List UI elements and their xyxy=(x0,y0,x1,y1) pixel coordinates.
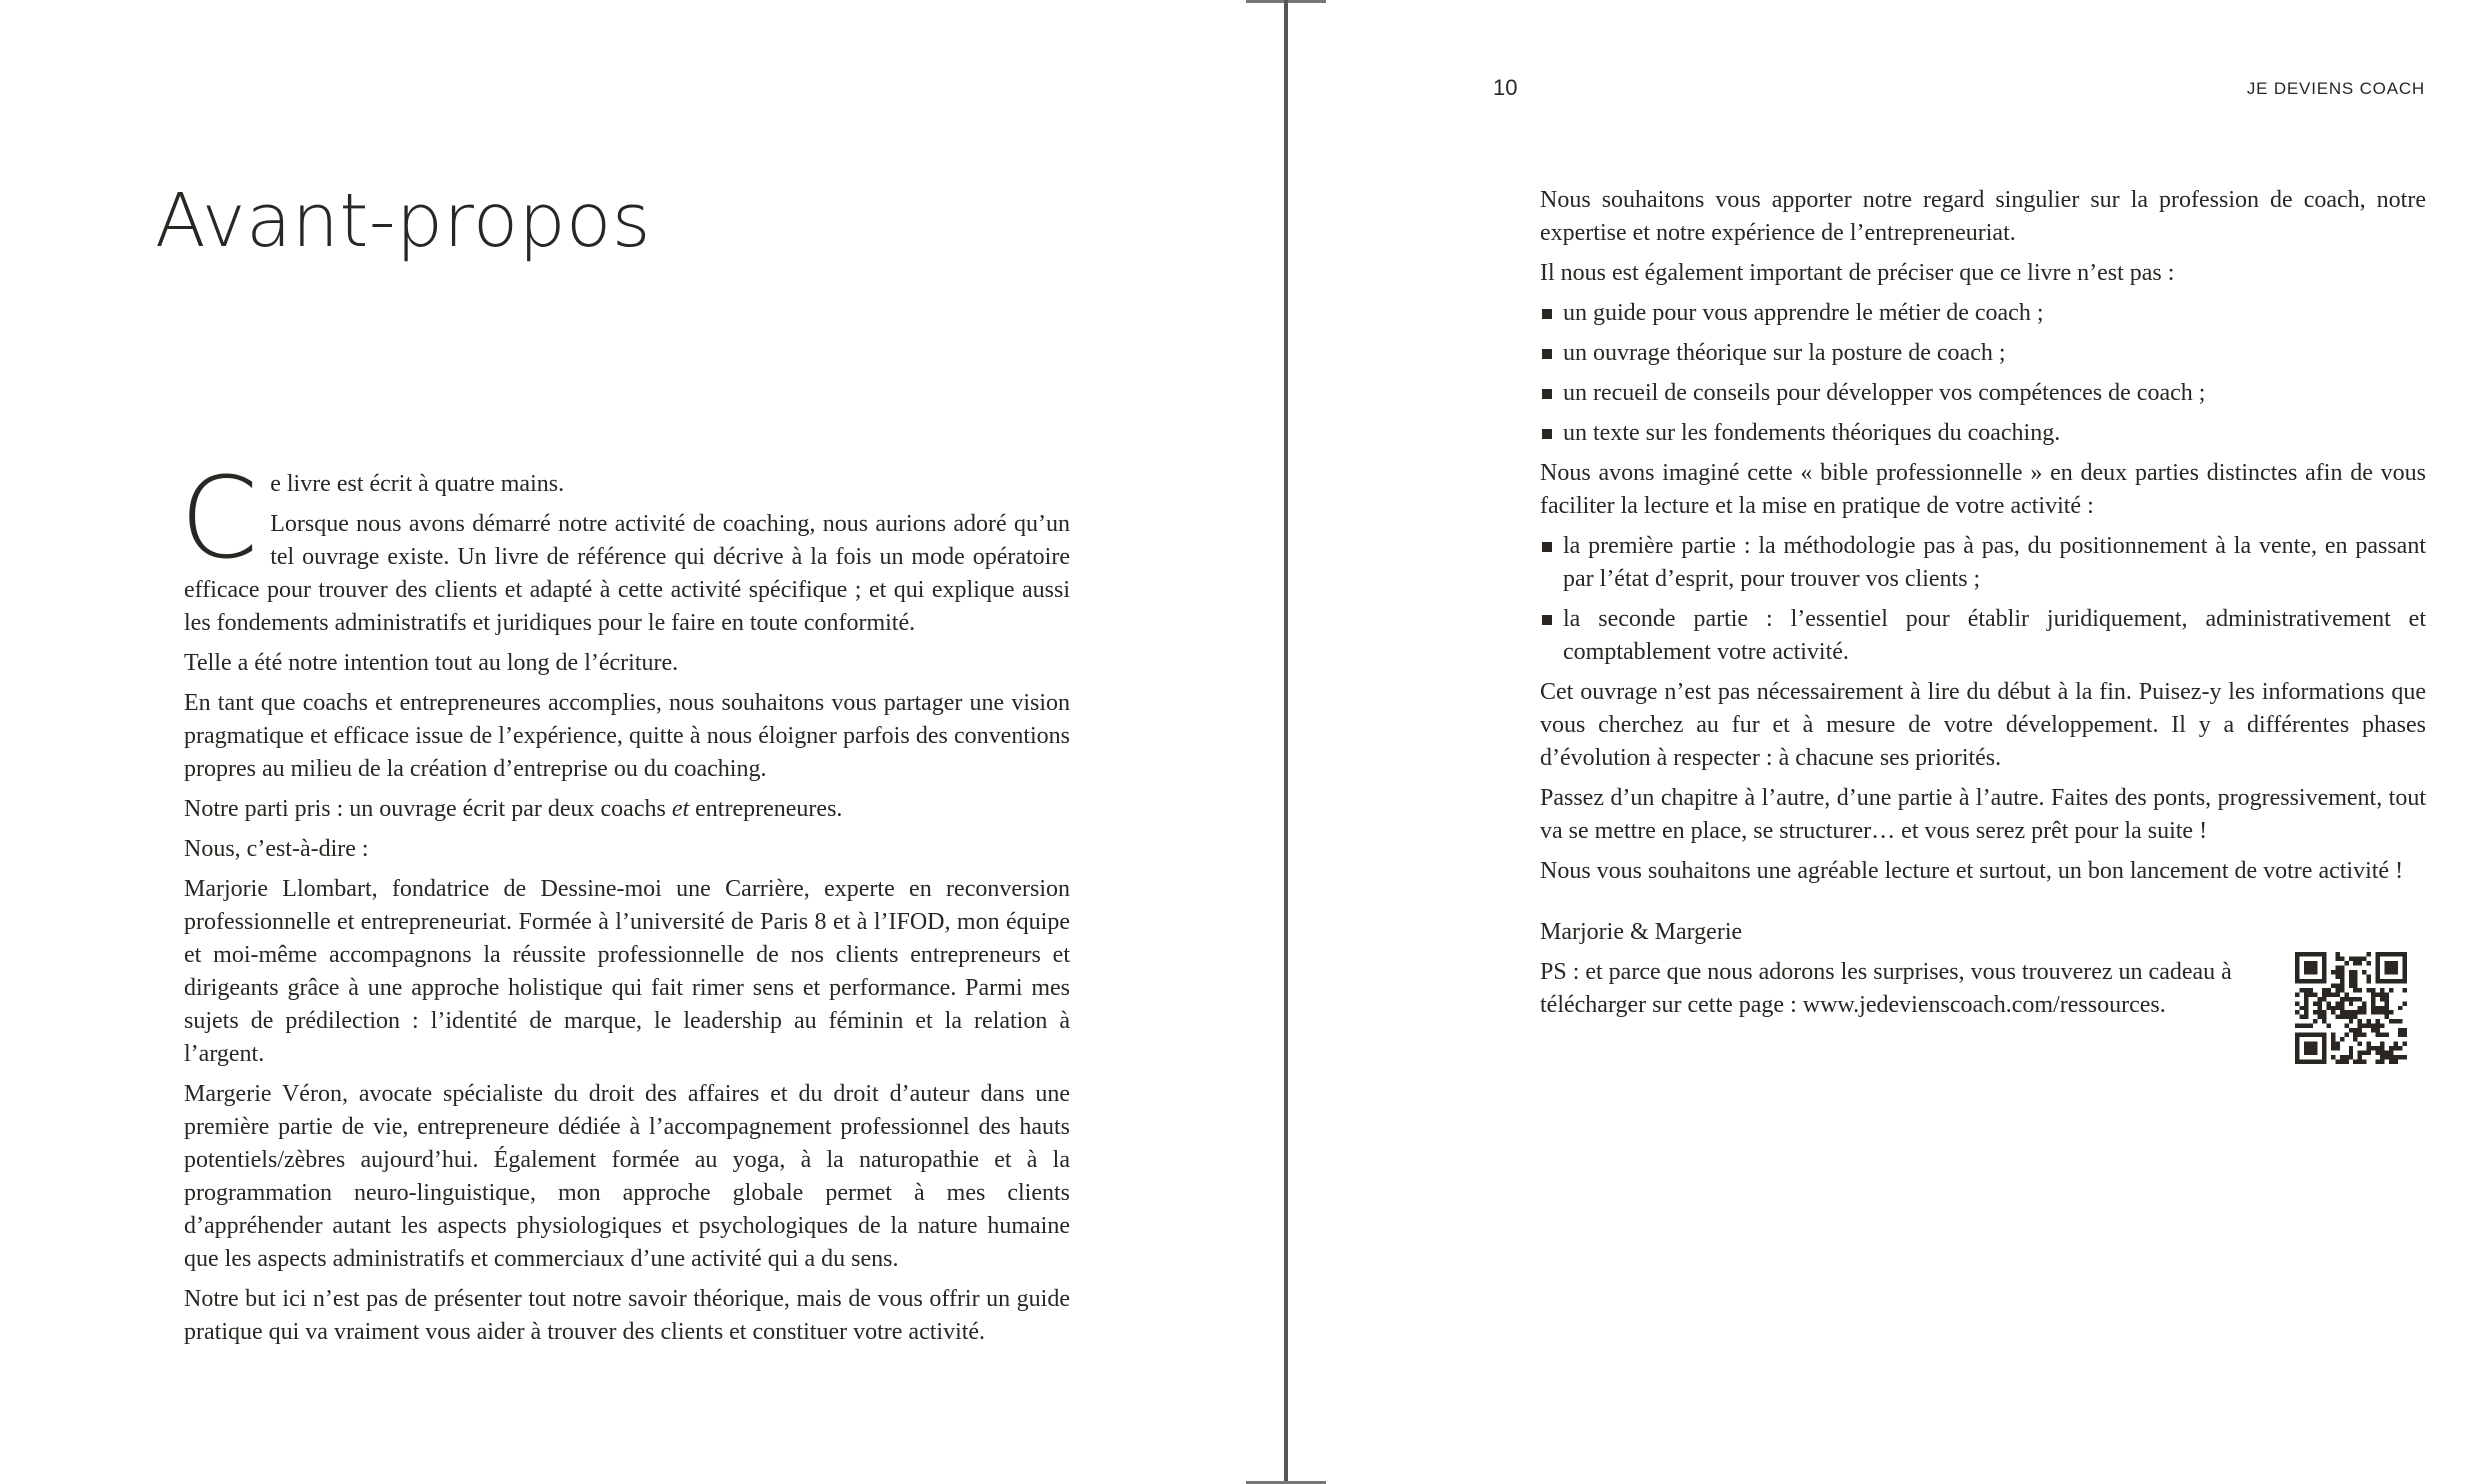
paragraph: Il nous est également important de préciser que ce livre n’est pas : xyxy=(1540,260,2175,286)
square-bullet-icon xyxy=(1542,389,1552,399)
square-bullet-icon xyxy=(1542,349,1552,359)
paragraph: Marjorie Llombart, fondatrice de Dessine-moi une Carrière, experte en reconversion professionnelle et entrepreneuriat. Formée à l’université de Paris 8 et à l’IFOD, mon équipe et moi-même accompagnons la réussite professionnelle de nos clients entrepreneurs et dirigeants grâce à une approche holistique qui fait rimer sens et performance. Parmi mes sujets de prédilection : l’identité de marque, le leadership au féminin et la relation à l’argent. xyxy=(184,876,1070,1067)
not-list xyxy=(1540,297,2426,450)
list-item: un texte sur les fondements théoriques du coaching. xyxy=(1540,417,2426,450)
running-head: JE DEVIENS COACH xyxy=(2246,79,2425,98)
drop-cap: C xyxy=(180,454,259,584)
page-number: 10 xyxy=(1493,75,1518,100)
paragraph: Telle a été notre intention tout au long de l’écriture. xyxy=(184,650,679,676)
paragraph: Nous souhaitons vous apporter notre regard singulier sur la profession de coach, notre expertise et notre expérience de l’entrepreneuriat. xyxy=(1540,187,2426,246)
paragraph: Lorsque nous avons démarré notre activité de coaching, nous aurions adoré qu’un tel ouvrage existe. Un livre de référence qui décrive à la fois un mode opératoire efficace pour trouver des clients et adapté à cette activité spécifique ; et qui explique aussi les fondements administratifs et juridiques pour le faire en toute conformité. xyxy=(184,511,1070,636)
list-item: un recueil de conseils pour développer vos compétences de coach ; xyxy=(1540,377,2426,410)
postscript: PS : et parce que nous adorons les surprises, vous trouverez un cadeau à télécharger sur cette page : www.jedevienscoach.com/ressources. xyxy=(1540,959,2232,1018)
qr-code-icon[interactable] xyxy=(2295,952,2407,1064)
list-item: un ouvrage théorique sur la posture de coach ; xyxy=(1540,337,2426,370)
chapter-title: Avant-propos xyxy=(155,178,651,264)
paragraph: Passez d’un chapitre à l’autre, d’une partie à l’autre. Faites des ponts, progressivement, tout va se mettre en place, se structurer… et vous serez prêt pour la suite ! xyxy=(1540,785,2426,844)
list-item: la seconde partie : l’essentiel pour établir juridiquement, administrativement et comptablement votre activité. xyxy=(1540,603,2426,669)
list-item: la première partie : la méthodologie pas à pas, du positionnement à la vente, en passant par l’état d’esprit, pour trouver vos clients ; xyxy=(1540,530,2426,596)
square-bullet-icon xyxy=(1542,429,1552,439)
paragraph: Cet ouvrage n’est pas nécessairement à lire du début à la fin. Puisez-y les informations que vous cherchez au fur et à mesure de votre développement. Il y a différentes phases d’évolution à respecter : à chacune ses priorités. xyxy=(1540,679,2426,771)
list-item: un guide pour vous apprendre le métier de coach ; xyxy=(1540,297,2426,330)
paragraph: Notre but ici n’est pas de présenter tout notre savoir théorique, mais de vous offrir un guide pratique qui va vraiment vous aider à trouver des clients et constituer votre activité. xyxy=(184,1286,1070,1345)
opening-line: e livre est écrit à quatre mains. xyxy=(270,471,565,497)
right-body-text xyxy=(1540,184,2426,1029)
signature-block xyxy=(1540,916,2426,1022)
paragraph: Nous avons imaginé cette « bible professionnelle » en deux parties distinctes afin de vous faciliter la lecture et la mise en pratique de votre activité : xyxy=(1540,460,2426,519)
emphasis: et xyxy=(671,796,690,822)
square-bullet-icon xyxy=(1542,542,1552,552)
square-bullet-icon xyxy=(1542,309,1552,319)
right-page xyxy=(1300,0,2478,1484)
square-bullet-icon xyxy=(1542,615,1552,625)
book-gutter xyxy=(1284,0,1288,1484)
paragraph: Nous, c’est-à-dire : xyxy=(184,836,369,862)
paragraph-parti-pris: Notre parti pris : un ouvrage écrit par deux coachs et entrepreneures. xyxy=(184,796,843,822)
paragraph: Margerie Véron, avocate spécialiste du droit des affaires et du droit d’auteur dans une première partie de vie, entrepreneure dédiée à l’accompagnement professionnel des hauts potentiels/zèbres aujourd’hui. Également formée au yoga, à la naturopathie et à la programmation neuro-linguistique, mon approche globale permet à mes clients d’appréhender autant les aspects physiologiques et psychologiques de la nature humaine que les aspects administratifs et commerciaux d’une activité qui a du sens. xyxy=(184,1081,1070,1272)
left-body-text xyxy=(180,454,1070,1356)
signature: Marjorie & Margerie xyxy=(1540,919,1743,945)
paragraph: Nous vous souhaitons une agréable lecture et surtout, un bon lancement de votre activité ! xyxy=(1540,858,2404,884)
parts-list xyxy=(1540,530,2426,669)
paragraph: En tant que coachs et entrepreneures accomplies, nous souhaitons vous partager une vision pragmatique et efficace issue de l’expérience, quitte à nous éloigner parfois des conventions propres au milieu de la création d’entreprise ou du coaching. xyxy=(184,690,1070,782)
